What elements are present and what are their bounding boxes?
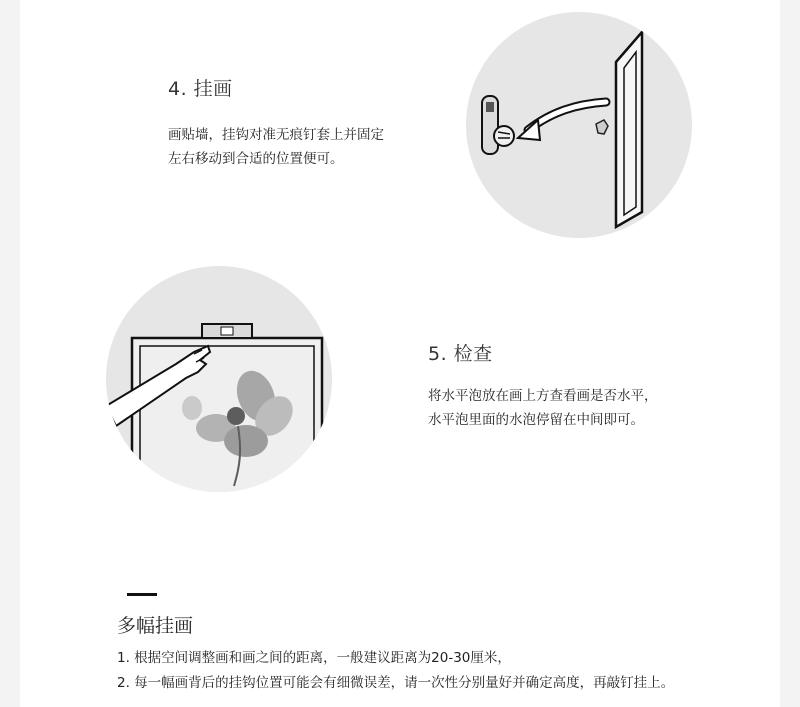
multi-hanging-title: 多幅挂画	[117, 615, 194, 637]
step5-desc-line1: 将水平泡放在画上方查看画是否水平，	[428, 388, 658, 404]
list-item: 2. 每一幅画背后的挂钩位置可能会有细微误差，请一次性分别量好并确定高度，再敲钉挂上。	[117, 675, 675, 691]
step5-title: 5. 检查	[428, 343, 493, 365]
step4-desc-line2: 左右移动到合适的位置便可。	[168, 151, 344, 167]
step5-description	[428, 384, 728, 432]
step4-description	[168, 123, 468, 171]
multi-hanging-list	[117, 646, 777, 696]
instruction-sheet	[20, 0, 780, 707]
level-on-frame-icon	[106, 266, 332, 492]
step4-title: 4. 挂画	[168, 78, 233, 100]
step4-desc-line1: 画贴墙，挂钩对准无痕钉套上并固定	[168, 127, 384, 143]
section-divider	[127, 593, 157, 596]
list-item: 1. 根据空间调整画和画之间的距离，一般建议距离为20-30厘米，	[117, 650, 511, 666]
hook-on-wall-icon	[466, 12, 692, 238]
step5-desc-line2: 水平泡里面的水泡停留在中间即可。	[428, 412, 644, 428]
